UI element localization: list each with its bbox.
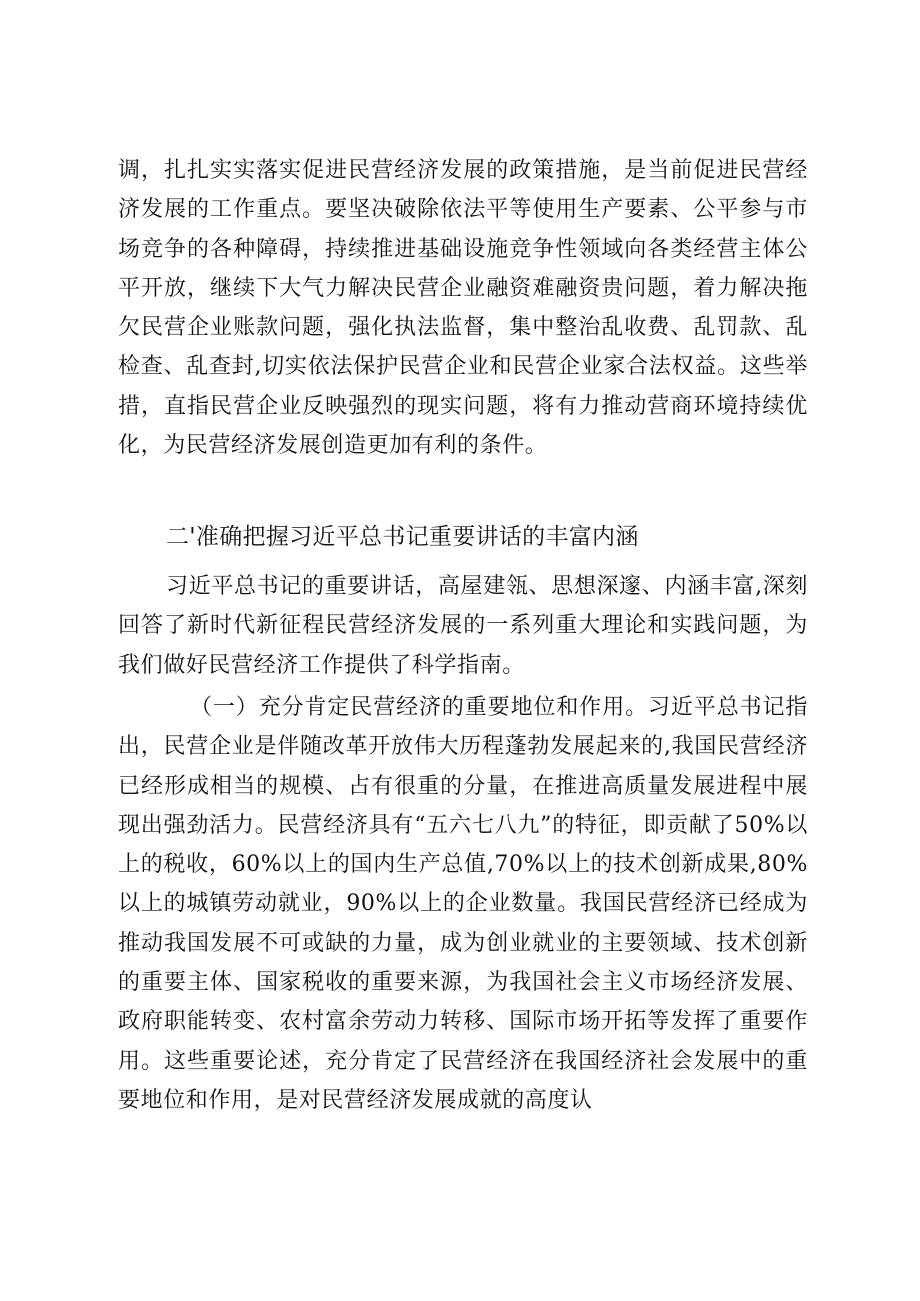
body-paragraph-1: 调，扎扎实实落实促进民营经济发展的政策措施，是当前促进民营经济发展的工作重点。要坚决破除依法平等使用生产要素、公平参与市场竞争的各种障碍，持续推进基础设施竞争性领域向各类经营主体公平开放，继续下大气力解决民营企业融资难融资贵问题，着力解决拖欠民营企业账款问题，强化执法监督，集中整治乱收费、乱罚款、乱检查、乱查封,切实依法保护民营企业和民营企业家合法权益。这些举措，直指民营企业反映强烈的现实问题，将有力推动营商环境持续优化，为民营经济发展创造更加有利的条件。 — [118, 158, 808, 459]
section-heading: 二'准确把握习近平总书记重要讲话的丰富内涵 — [166, 524, 639, 550]
body-paragraph-3: （一）充分肯定民营经济的重要地位和作用。习近平总书记指出，民营企业是伴随改革开放伟大历程蓬勃发展起来的,我国民营经济已经形成相当的规模、占有很重的分量，在推进高质量发展进程中展现出强劲活力。民营经济具有“五六七八九”的特征，即贡献了50%以上的税收，60%以上的国内生产总值,70%以上的技术创新成果,80%以上的城镇劳动就业，90%以上的企业数量。我国民营经济已经成为推动我国发展不可或缺的力量，成为创业就业的主要领域、技术创新的重要主体、国家税收的重要来源，为我国社会主义市场经济发展、政府职能转变、农村富余劳动力转移、国际市场开拓等发挥了重要作用。这些重要论述，充分肯定了民营经济在我国经济社会发展中的重要地位和作用，是对民营经济发展成就的高度认 — [118, 695, 808, 1113]
body-paragraph-2: 习近平总书记的重要讲话，高屋建瓴、思想深邃、内涵丰富,深刻回答了新时代新征程民营经济发展的一系列重大理论和实践问题，为我们做好民营经济工作提供了科学指南。 — [118, 574, 808, 678]
